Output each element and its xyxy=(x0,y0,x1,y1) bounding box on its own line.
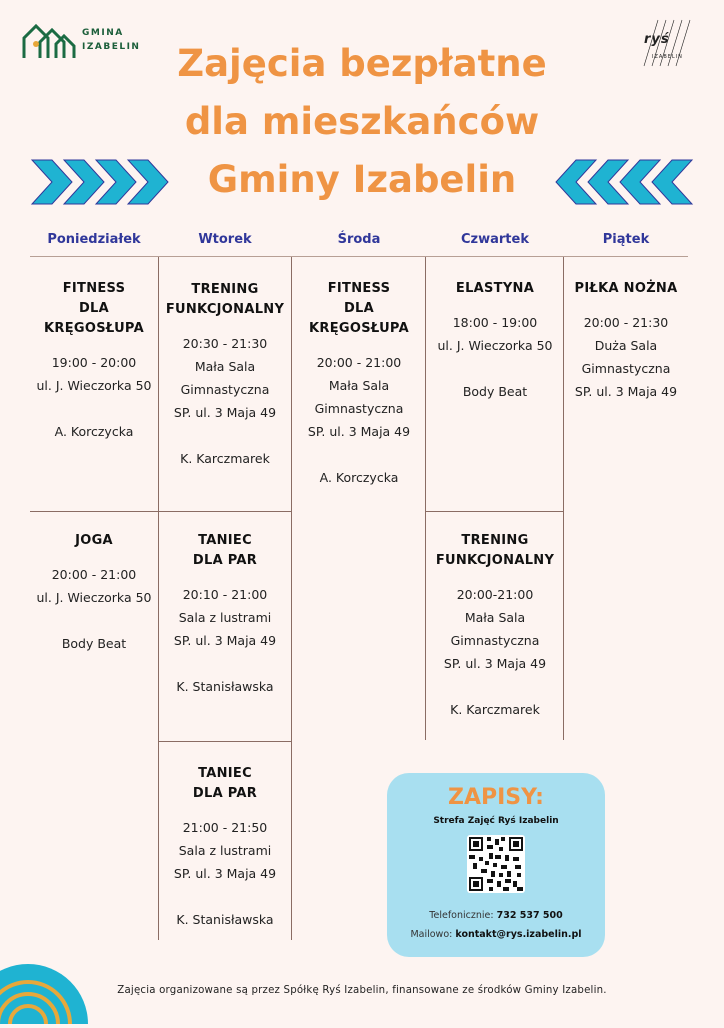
mail-line xyxy=(387,929,605,940)
class-cell-tuesday-1 xyxy=(158,280,292,470)
class-info xyxy=(158,424,292,447)
class-info: K. Karczmarek xyxy=(450,702,540,717)
class-info: ul. J. Wieczorka 50 xyxy=(437,338,553,353)
class-info: 21:00 - 21:50 xyxy=(182,820,268,835)
class-info: 20:10 - 21:00 xyxy=(182,587,268,602)
class-info: SP. ul. 3 Maja 49 xyxy=(173,633,277,648)
registration-title: ZAPISY: xyxy=(448,785,544,810)
class-info: Gimnastyczna xyxy=(180,382,270,397)
class-info: Gimnastyczna xyxy=(581,361,671,376)
class-info: 20:00 - 21:30 xyxy=(583,315,669,330)
class-info: 20:00-21:00 xyxy=(456,587,534,602)
class-info: Body Beat xyxy=(61,636,127,651)
class-info: Mała Sala xyxy=(328,378,390,393)
day-tuesday: Wtorek xyxy=(198,232,252,247)
class-name: TRENING xyxy=(461,533,529,548)
class-info: K. Stanisławska xyxy=(176,679,274,694)
class-cell-thursday-1 xyxy=(426,279,564,403)
class-cell-thursday-2 xyxy=(426,531,564,721)
class-info xyxy=(292,443,426,466)
class-info: ul. J. Wieczorka 50 xyxy=(36,378,152,393)
title-line2: dla mieszkańców xyxy=(184,100,540,143)
class-name: FUNKCJONALNY xyxy=(435,553,555,568)
class-info xyxy=(426,357,564,380)
title-line3: Gminy Izabelin xyxy=(207,158,517,201)
qr-code-icon[interactable] xyxy=(467,835,525,893)
day-friday: Piątek xyxy=(602,232,650,247)
class-info: 18:00 - 19:00 xyxy=(452,315,538,330)
chevrons-right-icon xyxy=(554,158,694,206)
day-thursday: Czwartek xyxy=(461,232,529,247)
class-info: Sala z lustrami xyxy=(178,610,272,625)
class-info xyxy=(30,609,158,632)
class-name: TANIEC xyxy=(198,766,252,781)
class-name: FUNKCJONALNY xyxy=(165,302,285,317)
registration-subtitle: Strefa Zajęć Ryś Izabelin xyxy=(433,816,559,826)
class-name: ELASTYNA xyxy=(455,281,535,296)
class-info: A. Korczycka xyxy=(54,424,134,439)
class-cell-wednesday-1 xyxy=(292,279,426,489)
logo-line1: GMINA xyxy=(82,28,124,38)
class-name: JOGA xyxy=(75,533,113,548)
class-info: 19:00 - 20:00 xyxy=(51,355,137,370)
mail-address[interactable]: kontakt@rys.izabelin.pl xyxy=(455,929,582,940)
class-info: ul. J. Wieczorka 50 xyxy=(36,590,152,605)
class-info: Mała Sala xyxy=(464,610,526,625)
registration-box xyxy=(387,773,605,957)
class-name: KRĘGOSŁUPA xyxy=(44,321,144,336)
class-name: TRENING xyxy=(191,282,259,297)
class-info: 20:00 - 21:00 xyxy=(316,355,402,370)
class-cell-monday-1 xyxy=(30,279,158,443)
day-monday: Poniedziałek xyxy=(47,232,141,247)
class-info: SP. ul. 3 Maja 49 xyxy=(173,405,277,420)
class-info: Body Beat xyxy=(462,384,528,399)
logo-word: ryś xyxy=(644,32,670,47)
class-info: Gimnastyczna xyxy=(450,633,540,648)
class-name: DLA PAR xyxy=(192,553,258,568)
phone-number[interactable]: 732 537 500 xyxy=(496,910,563,921)
class-info: A. Korczycka xyxy=(319,470,399,485)
mail-label: Mailowo: xyxy=(410,929,453,940)
class-info: 20:30 - 21:30 xyxy=(182,336,268,351)
class-cell-monday-2 xyxy=(30,531,158,655)
row-divider xyxy=(30,511,292,512)
class-cell-tuesday-2 xyxy=(158,531,292,698)
class-info: SP. ul. 3 Maja 49 xyxy=(173,866,277,881)
header-divider xyxy=(30,256,688,257)
class-info: K. Karczmarek xyxy=(180,451,270,466)
class-name: DLA xyxy=(343,301,375,316)
class-info: Sala z lustrami xyxy=(178,843,272,858)
class-name: DLA PAR xyxy=(192,786,258,801)
footer-note: Zajęcia organizowane są przez Spółkę Ryś Izabelin, finansowane ze środków Gminy Izabelin. xyxy=(117,985,607,996)
class-name: FITNESS xyxy=(327,281,391,296)
day-wednesday: Środa xyxy=(337,232,381,247)
class-info: SP. ul. 3 Maja 49 xyxy=(574,384,678,399)
class-info: 20:00 - 21:00 xyxy=(51,567,137,582)
class-info: Gimnastyczna xyxy=(314,401,404,416)
class-info xyxy=(158,885,292,908)
phone-label: Telefonicznie: xyxy=(429,910,494,921)
class-cell-tuesday-3 xyxy=(158,764,292,931)
logo-sub: IZABELIN xyxy=(652,54,683,60)
class-info: Mała Sala xyxy=(194,359,256,374)
chevrons-left-icon xyxy=(30,158,170,206)
class-cell-friday-1 xyxy=(564,279,688,403)
class-info: Duża Sala xyxy=(594,338,658,353)
phone-line xyxy=(387,910,605,921)
class-info: K. Stanisławska xyxy=(176,912,274,927)
class-info xyxy=(158,652,292,675)
class-name: DLA xyxy=(78,301,110,316)
row-divider xyxy=(426,511,564,512)
class-name: KRĘGOSŁUPA xyxy=(309,321,409,336)
title-line1: Zajęcia bezpłatne xyxy=(177,42,547,85)
class-info: SP. ul. 3 Maja 49 xyxy=(443,656,547,671)
class-name: PIŁKA NOŻNA xyxy=(574,281,678,296)
row-divider xyxy=(158,741,292,742)
class-name: FITNESS xyxy=(62,281,126,296)
logo-line2: IZABELIN xyxy=(82,42,141,52)
class-info xyxy=(30,397,158,420)
class-name: TANIEC xyxy=(198,533,252,548)
class-info: SP. ul. 3 Maja 49 xyxy=(307,424,411,439)
class-info xyxy=(426,675,564,698)
